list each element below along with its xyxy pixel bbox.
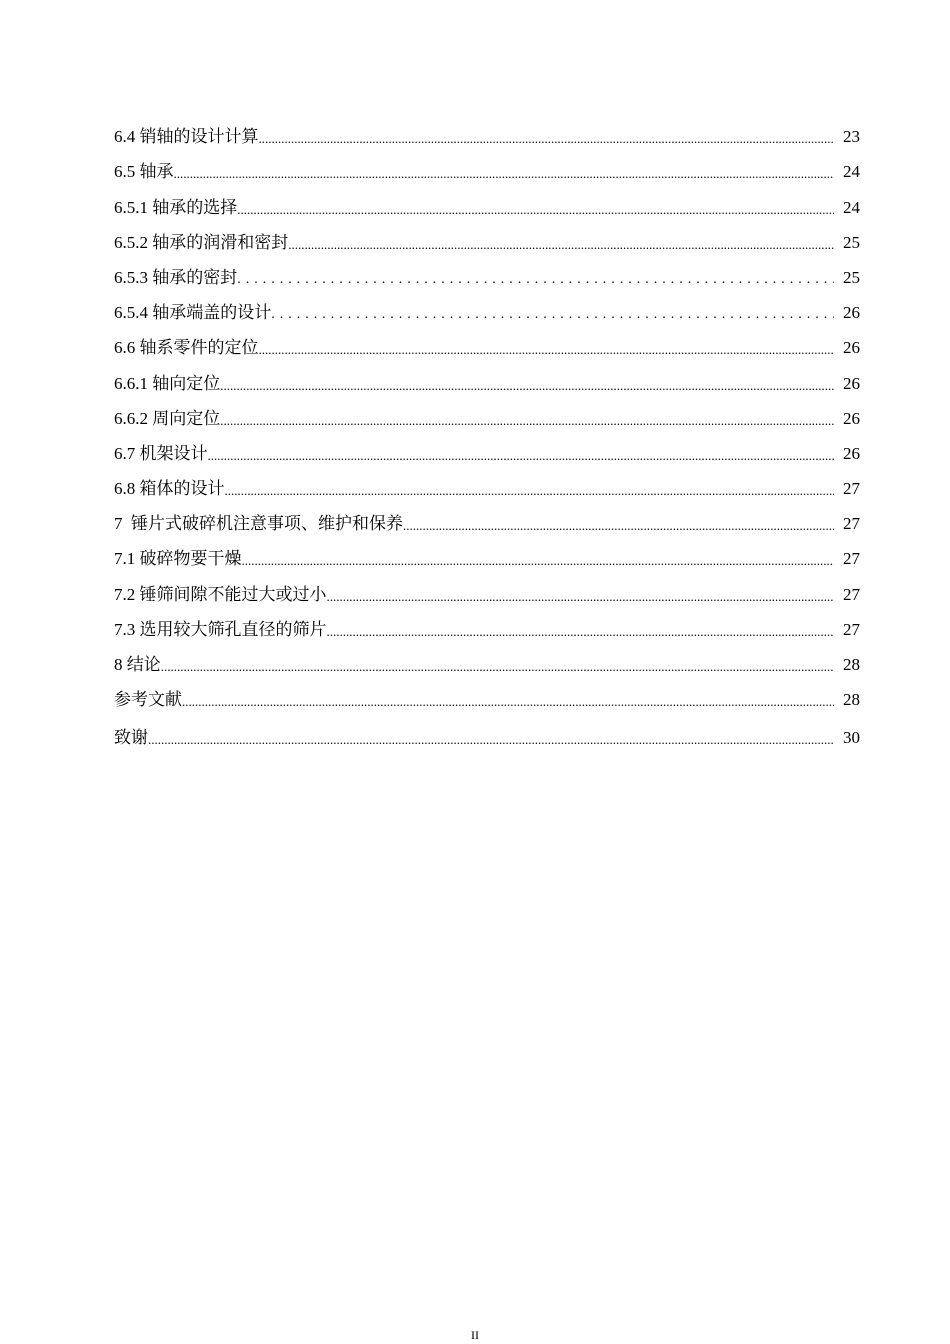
- toc-entry-title: 轴承的选择: [152, 197, 238, 217]
- toc-entry[interactable]: [114, 675, 860, 710]
- toc-entry-page-number: 23: [843, 127, 860, 147]
- toc-dot-leader: [220, 377, 834, 394]
- toc-entry[interactable]: [114, 394, 860, 429]
- toc-entry-number: 6.6.2: [114, 408, 153, 428]
- toc-entry-number: 7.1: [114, 549, 140, 569]
- toc-entry-number: 6.8: [114, 479, 140, 499]
- toc-dot-leader: [237, 271, 834, 288]
- toc-entry-number: 6.5.1: [114, 197, 153, 217]
- toc-entry[interactable]: [114, 569, 860, 604]
- toc-entry-page-number: 27: [843, 549, 860, 569]
- toc-dot-leader: [259, 130, 835, 147]
- toc-entry[interactable]: [114, 429, 860, 464]
- toc-dot-leader: [237, 201, 834, 218]
- toc-entry-title: 破碎物要干燥: [139, 549, 242, 569]
- toc-dot-leader: [220, 412, 834, 429]
- toc-entry-number: 6.5.4: [114, 303, 153, 323]
- toc-entry[interactable]: [114, 323, 860, 358]
- toc-entry-title: 轴系零件的定位: [139, 338, 259, 358]
- toc-entry-number: 8: [114, 655, 127, 674]
- toc-entry-title: 箱体的设计: [139, 479, 225, 499]
- toc-entry[interactable]: [114, 499, 860, 534]
- toc-entry[interactable]: [114, 253, 860, 288]
- toc-dot-leader: [327, 623, 835, 640]
- toc-entry-page-number: 26: [843, 338, 860, 358]
- table-of-contents: [114, 112, 860, 748]
- toc-dot-leader: [148, 731, 834, 748]
- toc-entry[interactable]: [114, 218, 860, 253]
- toc-entry-title: 轴承的密封: [152, 267, 238, 287]
- toc-entry-number: 6.5: [114, 162, 140, 182]
- toc-dot-leader: [242, 552, 835, 569]
- toc-dot-leader: [161, 658, 834, 675]
- toc-entry-page-number: 27: [843, 584, 860, 604]
- toc-entry[interactable]: [114, 640, 860, 675]
- toc-entry-page-number: 24: [843, 162, 860, 182]
- toc-entry-page-number: 24: [843, 197, 860, 217]
- toc-entry-title: 锤筛间隙不能过大或过小: [139, 584, 327, 604]
- toc-entry-number: 6.6.1: [114, 373, 153, 393]
- toc-entry-number: 6.4: [114, 127, 140, 147]
- toc-entry-number: 7.2: [114, 584, 140, 604]
- toc-entry-number: 6.6: [114, 338, 140, 358]
- toc-entry-page-number: 27: [843, 619, 860, 639]
- toc-entry[interactable]: [114, 358, 860, 393]
- toc-entry-page-number: 26: [843, 303, 860, 323]
- toc-entry-page-number: 30: [843, 728, 860, 748]
- toc-entry-title: 参考文献: [114, 690, 182, 710]
- toc-dot-leader: [182, 693, 834, 710]
- toc-entry-title: 机架设计: [139, 443, 208, 463]
- toc-dot-leader: [208, 447, 835, 464]
- toc-entry-page-number: 28: [843, 690, 860, 710]
- toc-entry-title: 轴向定位: [152, 373, 221, 393]
- toc-entry-title: 选用较大筛孔直径的筛片: [139, 619, 327, 639]
- toc-entry[interactable]: [114, 534, 860, 569]
- toc-entry-number: 6.5.2: [114, 232, 153, 252]
- toc-entry[interactable]: [114, 288, 860, 323]
- toc-entry-number: 6.7: [114, 443, 140, 463]
- toc-entry-page-number: 25: [843, 267, 860, 287]
- toc-entry[interactable]: [114, 182, 860, 217]
- toc-entry-title: 销轴的设计计算: [139, 127, 259, 147]
- toc-dot-leader: [174, 165, 835, 182]
- toc-entry-number: 7: [114, 514, 131, 534]
- toc-entry-title: 结论: [126, 655, 161, 674]
- toc-entry[interactable]: [114, 713, 860, 748]
- toc-entry[interactable]: [114, 112, 860, 147]
- toc-entry-number: 7.3: [114, 619, 140, 639]
- toc-entry-title: 轴承端盖的设计: [152, 303, 272, 323]
- toc-entry-page-number: 27: [843, 514, 860, 534]
- toc-dot-leader: [225, 482, 835, 499]
- toc-entry-page-number: 27: [843, 479, 860, 499]
- page-footer: [0, 1328, 950, 1342]
- toc-entry-title: 周向定位: [152, 408, 221, 428]
- toc-entry[interactable]: [114, 147, 860, 182]
- toc-entry[interactable]: [114, 464, 860, 499]
- toc-entry-title: 锤片式破碎机注意事项、维护和保养: [131, 514, 403, 534]
- toc-entry-number: 6.5.3: [114, 267, 153, 287]
- toc-entry-title: 轴承的润滑和密封: [152, 232, 289, 252]
- toc-dot-leader: [288, 236, 834, 253]
- toc-entry[interactable]: [114, 605, 860, 640]
- page-number: II: [471, 1328, 479, 1342]
- toc-dot-leader: [403, 517, 834, 534]
- toc-entry-page-number: 26: [843, 443, 860, 463]
- toc-entry-page-number: 26: [843, 373, 860, 393]
- toc-entry-page-number: 28: [843, 655, 860, 674]
- toc-dot-leader: [327, 588, 835, 605]
- toc-dot-leader: [271, 306, 834, 323]
- toc-entry-title: 致谢: [114, 728, 148, 748]
- toc-entry-title: 轴承: [139, 162, 174, 182]
- toc-entry-page-number: 26: [843, 408, 860, 428]
- toc-dot-leader: [259, 341, 835, 358]
- toc-entry-page-number: 25: [843, 232, 860, 252]
